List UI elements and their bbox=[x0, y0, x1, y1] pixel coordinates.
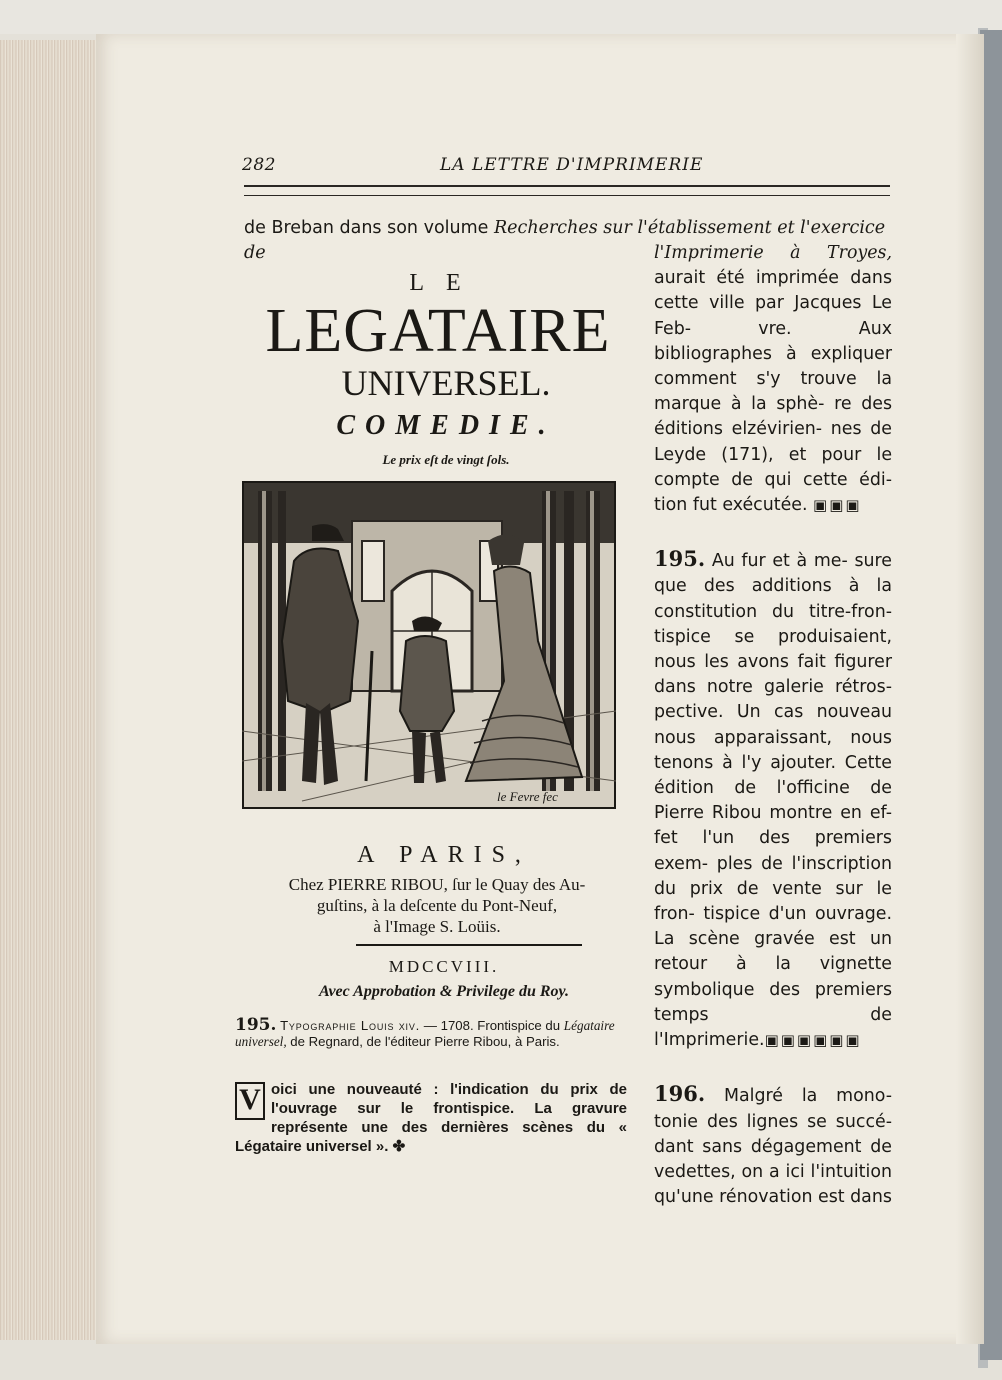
right-column bbox=[654, 241, 892, 1210]
line: expliquer comment s'y bbox=[654, 343, 892, 390]
line: tispice se produisaient, bbox=[654, 626, 892, 647]
caption-text-2: de Regnard, de l'éditeur Pierre Ribou, à Paris. bbox=[286, 1033, 560, 1049]
scan-top-margin bbox=[0, 0, 1002, 34]
caption-label: Typographie Louis xiv. bbox=[280, 1018, 421, 1033]
figure-note bbox=[235, 1080, 627, 1156]
line: vedettes, on a ici l'intuition bbox=[654, 1161, 892, 1182]
facsimile-genre: COMEDIE. bbox=[336, 410, 556, 441]
paragraph-196 bbox=[654, 1081, 892, 1210]
engraving-illustration bbox=[242, 481, 616, 809]
line: tispice d'un ouvrage. La bbox=[654, 904, 892, 950]
facsimile-privilege: Avec Approbation & Privilege du Roy. bbox=[318, 983, 570, 1000]
running-title: LA LETTRE D'IMPRIMERIE bbox=[440, 155, 704, 175]
facsimile-title: LEGATAIRE bbox=[265, 297, 611, 365]
drop-cap: V bbox=[235, 1082, 265, 1120]
line: tenons à l'y ajouter. Cette bbox=[654, 752, 892, 773]
paragraph-194-end bbox=[654, 241, 892, 518]
line: édition de l'officine de bbox=[654, 778, 892, 799]
line: sure que des additions à la bbox=[654, 551, 893, 597]
running-head bbox=[0, 155, 1002, 181]
engraver-signature: le Fevre fec bbox=[497, 789, 558, 804]
facsimile-subtitle: UNIVERSEL. bbox=[341, 363, 551, 403]
paragraph-195 bbox=[654, 546, 892, 1053]
line: fet l'un des premiers exem- bbox=[654, 828, 892, 874]
line: constitution du titre-fron- bbox=[654, 601, 892, 622]
line: l'Imprimerie. bbox=[654, 1030, 765, 1051]
facsimile-date: MDCCVIII. bbox=[388, 957, 500, 976]
line: dant sans dégagement de bbox=[654, 1136, 892, 1157]
italic-title-continued: l'Imprimerie à Troyes, bbox=[654, 243, 892, 263]
imprint-line-1: Chez PIERRE RIBOU, ſur le Quay des Au- bbox=[288, 875, 586, 894]
paragraph-number: 195. bbox=[654, 546, 706, 572]
line: ville par Jacques Le Feb- bbox=[654, 293, 892, 339]
line: Pierre Ribou montre en ef- bbox=[654, 803, 892, 824]
facsimile-rule bbox=[356, 944, 582, 946]
line: été imprimée dans cette bbox=[654, 268, 893, 314]
ornament-icon: ▣▣▣▣▣▣ bbox=[764, 1031, 862, 1050]
caption-italic-title: Légataire universel, bbox=[235, 1018, 615, 1049]
facsimile-imprint bbox=[240, 874, 634, 937]
imprint-line-3: à l'Image S. Loüis. bbox=[373, 917, 501, 936]
line: à la vignette symbolique bbox=[654, 954, 892, 1000]
line: tion fut exécutée. bbox=[654, 495, 808, 516]
line: Au fur et à me- bbox=[711, 551, 848, 572]
line: aurait bbox=[654, 268, 706, 289]
line: scène gravée est un retour bbox=[654, 929, 892, 975]
imprint-line-2: guſtins, à la deſcente du Pont-Neuf, bbox=[316, 896, 558, 915]
line: dans notre galerie rétros- bbox=[654, 677, 892, 698]
note-text: oici une nouveauté : l'indication du prix de l'ouvrage sur le frontispice. La gravure représente une des dernières scènes du « Légataire universel ». bbox=[235, 1081, 627, 1155]
paragraph-number: 196. bbox=[654, 1081, 706, 1107]
line: pective. Un cas nouveau bbox=[654, 702, 892, 723]
line: nes de Leyde (171), et pour bbox=[654, 419, 892, 465]
opening-italic-title: Recherches sur l'établissement et l'exercice de bbox=[244, 218, 886, 263]
opening-text: de Breban dans son volume bbox=[244, 218, 494, 238]
facsimile-le: LE bbox=[409, 270, 483, 296]
facsimile-price: Le prix eſt de vingt ſols. bbox=[382, 452, 510, 467]
line: trouve la marque à la sphè- bbox=[654, 369, 892, 415]
line: vre. Aux bibliographes à bbox=[654, 318, 893, 364]
facsimile-city: A PARIS, bbox=[357, 842, 531, 868]
line: tonie des lignes se succé- bbox=[654, 1111, 892, 1132]
page-number: 282 bbox=[242, 155, 276, 175]
line: nous les avons fait figurer bbox=[654, 652, 892, 673]
line: des premiers temps de bbox=[654, 979, 893, 1025]
caption-text-1: — 1708. Frontispice du bbox=[420, 1018, 561, 1033]
page-gutter-shadow bbox=[956, 34, 984, 1344]
line: Malgré la mono- bbox=[724, 1086, 892, 1107]
ornament-icon: ▣▣▣ bbox=[813, 496, 862, 515]
line: prix de vente sur le fron- bbox=[654, 878, 892, 925]
header-rule bbox=[244, 185, 890, 196]
line: nous apparaissant, nous bbox=[654, 727, 892, 748]
line: re des éditions elzévirien- bbox=[654, 394, 892, 440]
figure-caption bbox=[235, 1015, 627, 1049]
end-ornament-icon: ✤ bbox=[392, 1138, 406, 1155]
line: le compte de qui cette édi- bbox=[654, 444, 893, 490]
line: ples de l'inscription du bbox=[654, 853, 892, 899]
line: qu'une rénovation est dans bbox=[654, 1187, 892, 1208]
caption-number: 195. bbox=[235, 1015, 277, 1035]
